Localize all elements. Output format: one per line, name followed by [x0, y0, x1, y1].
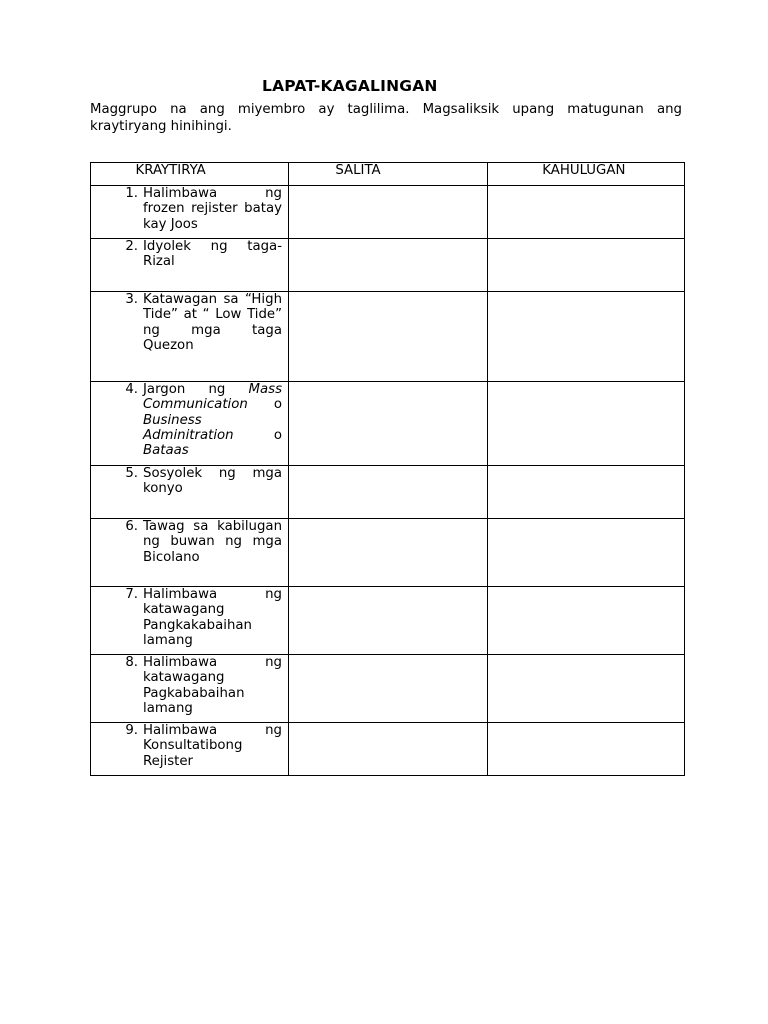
criterion-text: Katawagan sa “High Tide” at “ Low Tide” ng mga taga Quezon [143, 292, 282, 353]
criterion-text-italic: Mass Communication [143, 382, 282, 413]
salita-cell[interactable] [289, 239, 487, 292]
salita-cell[interactable] [289, 186, 487, 239]
table-row [91, 186, 685, 239]
kahulugan-cell[interactable] [487, 466, 684, 519]
kahulugan-cell[interactable] [487, 723, 684, 776]
criterion-number: 8. [125, 655, 138, 670]
salita-cell[interactable] [289, 519, 487, 587]
criterion-cell [91, 655, 289, 723]
criterion-number: 3. [125, 292, 138, 307]
table-row [91, 466, 685, 519]
criterion-text: Halimbawa ng katawagang Pagkababaihan lamang [143, 655, 282, 716]
table-row [91, 655, 685, 723]
kahulugan-cell[interactable] [487, 292, 684, 382]
criterion-number: 1. [125, 186, 138, 201]
criterion-number: 7. [125, 587, 138, 602]
salita-cell[interactable] [289, 723, 487, 776]
header-kahulugan: KAHULUGAN [487, 163, 684, 186]
criteria-table [90, 162, 685, 776]
salita-cell[interactable] [289, 655, 487, 723]
criterion-text: Halimbawa ng frozen rejister batay kay Joos [143, 186, 282, 232]
criterion-number: 4. [125, 382, 138, 397]
criterion-text: Halimbawa ng katawagang Pangkakabaihan lamang [143, 587, 282, 648]
header-salita: SALITA [289, 163, 487, 186]
document-title: LAPAT-KAGALINGAN [262, 77, 438, 95]
instructions-paragraph: Maggrupo na ang miyembro ay taglilima. Magsaliksik upang matugunan ang kraytiryang hinihingi. [90, 102, 682, 134]
criterion-cell [91, 723, 289, 776]
criterion-text-italic: Bataas [143, 443, 189, 459]
table-row [91, 239, 685, 292]
criterion-cell [91, 382, 289, 466]
kahulugan-cell[interactable] [487, 655, 684, 723]
criterion-text [143, 382, 282, 458]
table-row [91, 292, 685, 382]
salita-cell[interactable] [289, 382, 487, 466]
criterion-text: Idyolek ng taga-Rizal [143, 239, 282, 270]
kahulugan-cell[interactable] [487, 519, 684, 587]
criterion-text: Tawag sa kabilugan ng buwan ng mga Bicolano [143, 519, 282, 565]
salita-cell[interactable] [289, 292, 487, 382]
table-row [91, 723, 685, 776]
criterion-cell [91, 587, 289, 655]
table-header-row [91, 163, 685, 186]
table-row [91, 587, 685, 655]
kahulugan-cell[interactable] [487, 382, 684, 466]
header-kraytirya: KRAYTIRYA [91, 163, 289, 186]
criterion-text-part: Jargon ng [143, 382, 249, 397]
criterion-text-part: o [247, 397, 282, 413]
criterion-cell [91, 239, 289, 292]
criterion-text: Sosyolek ng mga konyo [143, 466, 282, 497]
salita-cell[interactable] [289, 587, 487, 655]
criterion-cell [91, 186, 289, 239]
table-row [91, 382, 685, 466]
kahulugan-cell[interactable] [487, 239, 684, 292]
criterion-number: 5. [125, 466, 138, 481]
criterion-number: 9. [125, 723, 138, 738]
criterion-number: 2. [125, 239, 138, 254]
kahulugan-cell[interactable] [487, 186, 684, 239]
criterion-cell [91, 466, 289, 519]
criterion-text-italic: Business Adminitration [143, 412, 234, 443]
criterion-text: Halimbawa ng Konsultatibong Rejister [143, 723, 282, 769]
criterion-text-part: o [233, 427, 282, 443]
kahulugan-cell[interactable] [487, 587, 684, 655]
table-row [91, 519, 685, 587]
criterion-cell [91, 292, 289, 382]
criterion-cell [91, 519, 289, 587]
salita-cell[interactable] [289, 466, 487, 519]
criterion-number: 6. [125, 519, 138, 534]
